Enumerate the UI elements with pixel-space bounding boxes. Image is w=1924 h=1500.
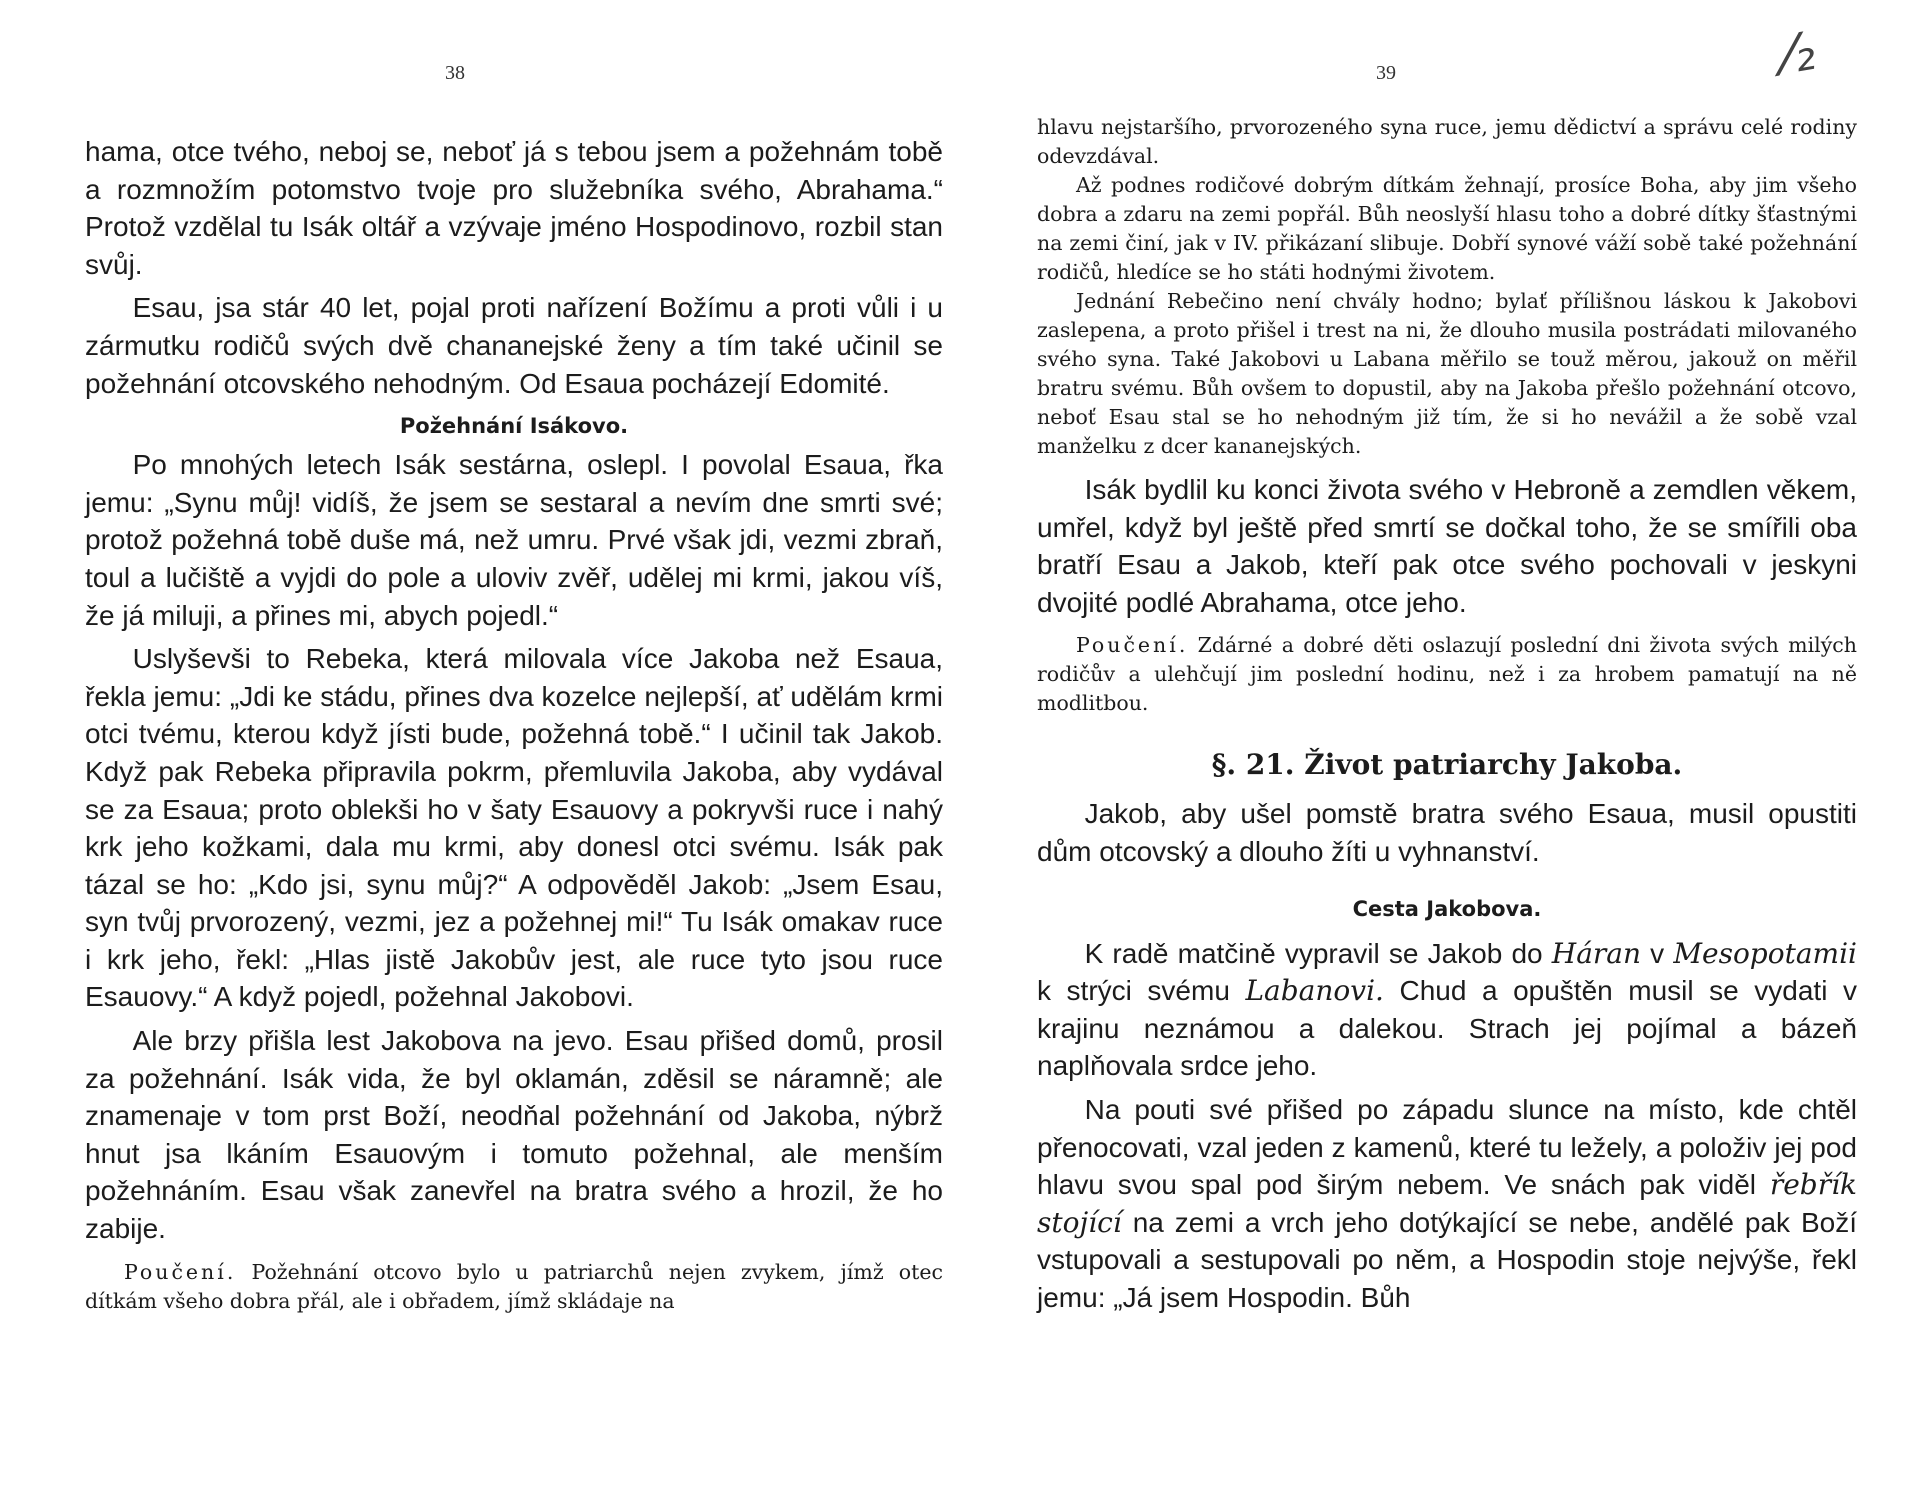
instruction-note xyxy=(85,1258,943,1316)
place-name: Mesopotamii xyxy=(1673,936,1857,970)
paragraph: Isák bydlil ku konci života svého v Hebroně a zemdlen věkem, umřel, když byl ještě před smrtí se dočkal toho, že se smířili oba bratří Esau a Jakob, kteří pak otce svého pochovali v jeskyni dvojité podlé Abrahama, otce jeho. xyxy=(1037,474,1857,618)
instruction-note xyxy=(1037,631,1857,718)
page-number: 38 xyxy=(445,62,465,84)
small-paragraph: Jednání Rebečino není chvály hodno; bylať přílišnou láskou k Jakobovi zaslepena, a proto přišel i trest na ni, že dlouho musila postrádati milovaného svého syna. Také Jakobovi u Labana měřilo se touž měrou, jakouž on měřil bratru svému. Bůh ovšem to dopustil, aby na Jakoba přešlo požehnání otcovo, neboť Esau stal se ho nehodným již tím, že si ho nevážil a že sobě vzal manželku z dcer kananejských. xyxy=(1037,289,1857,458)
paragraph: Ale brzy přišla lest Jakobova na jevo. Esau přišed domů, prosil za požehnání. Isák vida, že byl oklamán, zděsil se náramně; ale znamenaje v tom prst Boží, neodňal požehnání od Jakoba, nýbrž hnut jsa lkáním Esauovým i tomuto požehnal, ale menším požehnáním. Esau však zanevřel na bratra svého a hrozil, že ho zabije. xyxy=(85,1025,943,1245)
note-text: Zdárné a dobré děti oslazují poslední dni života svých milých rodičův a ulehčují jim poslední hodinu, než i za hrobem pamatují na ně modlitbou. xyxy=(1037,633,1857,716)
note-label: Poučení. xyxy=(123,1259,237,1284)
left-text-column xyxy=(85,133,943,1316)
place-name: Háran xyxy=(1551,936,1642,970)
paragraph: hama, otce tvého, neboj se, neboť já s tebou jsem a požehnám tobě a rozmnožím potomstvo tvoje pro služebníka svého, Abrahama.“ Protož vzdělal tu Isák oltář a vzývaje jméno Hospodinovo, rozbil stan svůj. xyxy=(85,136,943,280)
paragraph: Jakob, aby ušel pomstě bratra svého Esaua, musil opustiti dům otcovský a dlouho žíti u vyhnanství. xyxy=(1037,798,1857,867)
section-heading: Cesta Jakobova. xyxy=(1352,896,1542,921)
paragraph: Esau, jsa stár 40 let, pojal proti nařízení Božímu a proti vůli i u zármutku rodičů svých dvě chananejské ženy a tím také učinil se požehnání otcovského nehodným. Od Esaua pocházejí Edomité. xyxy=(85,292,943,399)
paragraph: Uslyševši to Rebeka, která milovala více Jakoba než Esaua, řekla jemu: „Jdi ke stádu, přines dva kozelce nejlepší, ať udělám krmi otci tvému, kterou když jísti bude, požehná tobě.“ I učinil tak Jakob. Když pak Rebeka připravila pokrm, přemluvila Jakoba, aby vydával se za Esaua; proto oblekši ho v šaty Esauovy a pokryvši ruce i nahý krk jeho kožkami, dala mu krmi, aby donesl otci svému. Isák pak tázal se ho: „Kdo jsi, synu můj?“ A odpověděl Jakob: „Jsem Esau, syn tvůj prvorozený, vezmi, jez a požehnej mi!“ Tu Isák omakav ruce i krk jeho, řekl: „Hlas jistě Jakobův jest, ale ruce tyto jsou ruce Esauovy.“ A když pojedl, požehnal Jakobovi. xyxy=(85,643,943,1013)
handwritten-mark: ⁄₂ xyxy=(1780,21,1820,87)
section-title: §. 21. Život patriarchy Jakoba. xyxy=(1211,748,1683,782)
paragraph: Po mnohých letech Isák sestárna, oslepl. I povolal Esaua, řka jemu: „Synu můj! vidíš, že jsem se sestaral a nevím dne smrti své; protož požehná tobě duše má, než umru. Prvé však jdi, vezmi zbraň, toul a lučiště a vyjdi do pole a uloviv zvěř, udělej mi krmi, jakou víš, že já miluji, a přines mi, abych pojedl.“ xyxy=(85,449,943,631)
note-label: Poučení. xyxy=(1075,633,1189,658)
small-paragraph: Až podnes rodičové dobrým dítkám žehnají, prosíce Boha, aby jim všeho dobra a zdaru na zemi popřál. Bůh neoslyší hlasu toho a dobré dítky šťastnými na zemi činí, jak v IV. přikázaní slibuje. Dobří synové váží sobě také požehnání rodičů, hledíce se ho státi hodnými životem. xyxy=(1037,173,1857,284)
right-text-column xyxy=(1037,113,1857,1317)
paragraph: K radě matčině vypravil se Jakob do Háran v Mesopotamii k strýci svému Labanovi. Chud a opuštěn musil se vydati v krajinu neznámou a dalekou. Strach jej pojímal a bázeň naplňovala srdce jeho. xyxy=(1037,936,1857,1082)
paragraph: Na pouti své přišed po západu slunce na místo, kde chtěl přenocovati, vzal jeden z kamenů, které tu ležely, a položiv jej pod hlavu svou spal pod širým nebem. Ve snách pak viděl řebřík stojící na zemi a vrch jeho dotýkající se nebe, andělé pak Boží vstupovali a sestupovali po něm, a Hospodin stoje nejvýše, řekl jemu: „Já jsem Hospodin. Bůh xyxy=(1037,1093,1857,1313)
note-text: Požehnání otcovo bylo u patriarchů nejen zvykem, jímž otec dítkám všeho dobra přál, ale i obřadem, jímž skládaje na xyxy=(85,1259,943,1313)
small-paragraph: hlavu nejstaršího, prvorozeného syna ruce, jemu dědictví a správu celé rodiny odevzdával. xyxy=(1037,115,1857,168)
person-name: Labanovi. xyxy=(1245,974,1384,1008)
emphasis: řebřík stojící xyxy=(1037,1168,1857,1239)
page-number: 39 xyxy=(1376,62,1396,84)
right-page xyxy=(962,0,1924,1500)
section-heading: Požehnání Isákovo. xyxy=(399,414,629,439)
